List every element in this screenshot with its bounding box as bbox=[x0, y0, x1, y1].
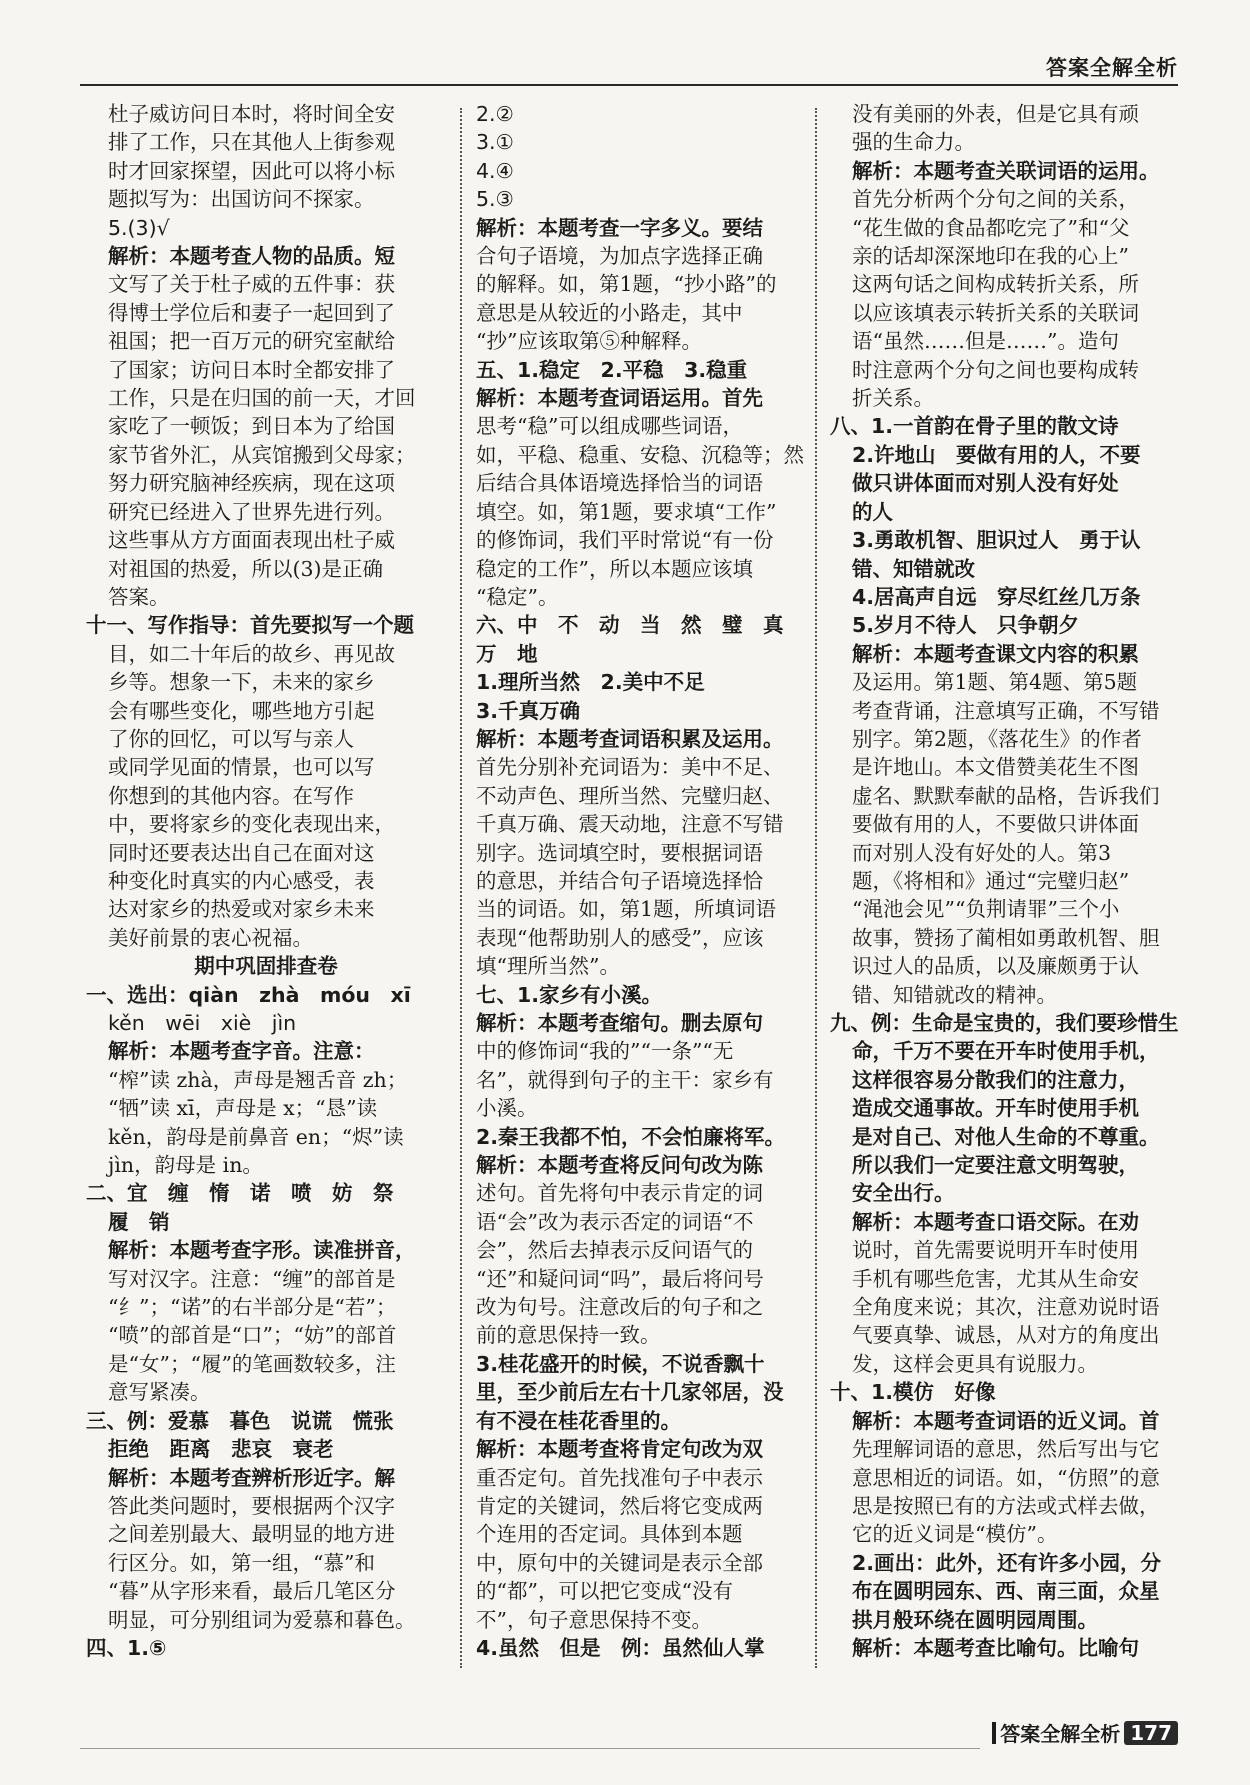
text-line: 解析：本题考查词语积累及运用。 bbox=[476, 726, 784, 751]
text-line: “渑池会见”“负荆请罪”三个小 bbox=[852, 897, 1120, 922]
running-header: 答案全解全析 bbox=[1046, 56, 1178, 80]
text-line: 解析：本题考查人物的品质。短 bbox=[108, 244, 395, 269]
text-line: 答此类问题时，要根据两个汉字 bbox=[108, 1493, 395, 1518]
text-line: 对祖国的热爱，所以(3)是正确 bbox=[108, 556, 384, 581]
text-line: 五、1.稳定 2.平稳 3.稳重 bbox=[476, 357, 748, 382]
text-line: 2.秦王我都不怕，不会怕廉将军。 bbox=[476, 1124, 786, 1149]
text-line: 明显，可分别组词为爱慕和暮色。 bbox=[108, 1607, 416, 1632]
text-line: 四、1.⑤ bbox=[86, 1635, 167, 1660]
text-line: 先理解词语的意思，然后写出与它 bbox=[852, 1437, 1160, 1462]
text-line: 六、中 不 动 当 然 璧 真 bbox=[476, 613, 784, 638]
text-line: 解析：本题考查关联词语的运用。 bbox=[852, 158, 1160, 183]
text-line: 首先分别补充词语为：美中不足、 bbox=[476, 755, 784, 780]
text-line: 三、例：爱慕 暮色 说谎 慌张 bbox=[86, 1408, 394, 1433]
text-line: 名”，就得到句子的主干：家乡有 bbox=[476, 1067, 774, 1092]
text-line: 前的意思保持一致。 bbox=[476, 1323, 661, 1348]
text-line: 考查背诵，注意填写正确，不写错 bbox=[852, 698, 1160, 723]
text-line: 千真万确、震天动地，注意不写错 bbox=[476, 812, 784, 837]
text-line: 说时，首先需要说明开车时使用 bbox=[852, 1238, 1139, 1263]
column-right bbox=[830, 100, 1180, 1690]
text-line: 及运用。第1题、第4题、第5题 bbox=[852, 670, 1138, 695]
text-line: 之间差别最大、最明显的地方进 bbox=[108, 1522, 395, 1547]
text-line: 是“女”；“履”的笔画数较多，注 bbox=[108, 1351, 396, 1376]
text-line: “暮”从字形来看，最后几笔区分 bbox=[108, 1579, 396, 1604]
text-line: 不”，句子意思保持不变。 bbox=[476, 1607, 712, 1632]
text-line: 里，至少前后左右十几家邻居，没 bbox=[476, 1380, 784, 1405]
text-line: 首先分析两个分句之间的关系， bbox=[852, 187, 1139, 212]
text-line: 努力研究脑神经疾病，现在这项 bbox=[108, 471, 395, 496]
text-line: 命，千万不要在开车时使用手机， bbox=[852, 1039, 1160, 1064]
text-line: 时注意两个分句之间也要构成转 bbox=[852, 357, 1139, 382]
text-line: 题拟写为：出国访问不探家。 bbox=[108, 187, 375, 212]
footer-rule bbox=[80, 1748, 980, 1749]
text-line: 5.③ bbox=[476, 187, 514, 212]
text-line: 4.虽然 但是 例：虽然仙人掌 bbox=[476, 1635, 765, 1660]
text-line: 的“都”，可以把它变成“没有 bbox=[476, 1579, 733, 1604]
text-line: 个连用的否定词。具体到本题 bbox=[476, 1522, 743, 1547]
text-line: 合句子语境，为加点字选择正确 bbox=[476, 244, 763, 269]
text-line: 二、宜 缠 惰 诺 喷 妨 祭 bbox=[86, 1181, 394, 1206]
text-line: 十一、写作指导：首先要拟写一个题 bbox=[86, 613, 414, 638]
text-line: 亲的话却深深地印在我的心上” bbox=[852, 244, 1129, 269]
text-line: 思是按照已有的方法或式样去做， bbox=[852, 1493, 1160, 1518]
text-line: 你想到的其他内容。在写作 bbox=[108, 783, 354, 808]
text-line: 中，要将家乡的变化表现出来， bbox=[108, 812, 395, 837]
text-line: 乡等。想象一下，未来的家乡 bbox=[108, 670, 375, 695]
text-line: 别字。第2题，《落花生》的作者 bbox=[852, 726, 1142, 751]
text-line: 没有美丽的外表，但是它具有顽 bbox=[852, 102, 1139, 126]
page-number: 177 bbox=[1124, 1721, 1178, 1745]
text-line: 折关系。 bbox=[852, 386, 934, 411]
text-line: 意写紧凑。 bbox=[108, 1380, 211, 1405]
text-line: 行区分。如，第一组，“慕”和 bbox=[108, 1550, 375, 1575]
text-line: “还”和疑问词“吗”，最后将问号 bbox=[476, 1266, 764, 1291]
text-line: 表现“他帮助别人的感受”，应该 bbox=[476, 925, 764, 950]
text-line: 5.岁月不待人 只争朝夕 bbox=[852, 613, 1080, 638]
text-line: 时才回家探望，因此可以将小标 bbox=[108, 158, 395, 183]
text-line: 填空。如，第1题，要求填“工作” bbox=[476, 499, 777, 524]
text-line: 种变化时真实的内心感受，表 bbox=[108, 868, 375, 893]
text-line: 解析：本题考查口语交际。在劝 bbox=[852, 1209, 1139, 1234]
text-line: 美好前景的衷心祝福。 bbox=[108, 925, 313, 950]
text-line: 有不浸在桂花香里的。 bbox=[476, 1408, 681, 1433]
text-line: 做只讲体面而对别人没有好处 bbox=[852, 471, 1119, 496]
text-line: 七、1.家乡有小溪。 bbox=[476, 982, 663, 1007]
text-line: 拒绝 距离 悲哀 衰老 bbox=[108, 1437, 334, 1462]
text-line: 小溪。 bbox=[476, 1096, 538, 1121]
text-line: 九、例：生命是宝贵的，我们要珍惜生 bbox=[830, 1011, 1179, 1035]
text-line: 稳定的工作”，所以本题应该填 bbox=[476, 556, 753, 581]
text-line: kěn，韵母是前鼻音 en；“烬”读 bbox=[108, 1124, 404, 1149]
text-line: 重否定句。首先找准句子中表示 bbox=[476, 1465, 763, 1490]
text-line: 文写了关于杜子威的五件事：获 bbox=[108, 272, 395, 297]
text-line: 如，平稳、稳重、安稳、沉稳等；然 bbox=[476, 442, 804, 467]
text-line: 错、知错就改 bbox=[852, 556, 975, 581]
text-line: “喷”的部首是“口”；“妨”的部首 bbox=[108, 1323, 397, 1348]
text-line: 会”，然后去掉表示反问语气的 bbox=[476, 1238, 753, 1263]
text-line: 解析：本题考查字音。注意： bbox=[108, 1039, 375, 1064]
text-line: 写对汉字。注意：“缠”的部首是 bbox=[108, 1266, 396, 1291]
text-line: 5.(3)√ bbox=[108, 215, 170, 240]
text-line: “牺”读 xī，声母是 x；“恳”读 bbox=[108, 1096, 378, 1121]
text-line: 祖国；把一百万元的研究室献给 bbox=[108, 329, 395, 354]
text-line: 解析：本题考查课文内容的积累 bbox=[852, 641, 1139, 666]
footer-label: 答案全解全析 bbox=[1000, 1722, 1121, 1746]
text-line: 当的词语。如，第1题，所填词语 bbox=[476, 897, 777, 922]
text-line: 语“会”改为表示否定的词语“不 bbox=[476, 1209, 754, 1234]
text-line: 2.许地山 要做有用的人，不要 bbox=[852, 442, 1141, 467]
column-separator bbox=[460, 108, 462, 1668]
text-line: “稳定”。 bbox=[476, 584, 559, 609]
text-line: 1.理所当然 2.美中不足 bbox=[476, 670, 705, 695]
text-line: 得博士学位后和妻子一起回到了 bbox=[108, 300, 395, 325]
column-left bbox=[86, 100, 446, 1690]
text-line: 错、知错就改的精神。 bbox=[852, 982, 1057, 1007]
text-line: 的解释。如，第1题，“抄小路”的 bbox=[476, 272, 777, 297]
text-line: 答案。 bbox=[108, 584, 170, 609]
text-line: 强的生命力。 bbox=[852, 130, 975, 155]
text-line: 所以我们一定要注意文明驾驶， bbox=[852, 1153, 1139, 1178]
text-line: 题，《将相和》通过“完璧归赵” bbox=[852, 868, 1130, 893]
text-line: 十、1.模仿 好像 bbox=[830, 1380, 996, 1405]
text-line: 3.千真万确 bbox=[476, 698, 581, 723]
text-line: 工作，只是在归国的前一天，才回 bbox=[108, 386, 416, 411]
text-line: 目，如二十年后的故乡、再见故 bbox=[108, 641, 395, 666]
text-line: 发，这样会更具有说服力。 bbox=[852, 1351, 1098, 1376]
text-line: 中，原句中的关键词是表示全部 bbox=[476, 1550, 763, 1575]
text-line: 的修饰词，我们平时常说“有一份 bbox=[476, 528, 774, 553]
column-middle bbox=[476, 100, 819, 1690]
text-line: 思考“稳”可以组成哪些词语， bbox=[476, 414, 743, 439]
text-line: 识过人的品质，以及廉颇勇于认 bbox=[852, 954, 1139, 979]
text-line: 故事，赞扬了蔺相如勇敢机智、胆 bbox=[852, 925, 1160, 950]
text-line: 肯定的关键词，然后将它变成两 bbox=[476, 1493, 763, 1518]
text-line: 履 销 bbox=[108, 1209, 170, 1234]
text-line: 解析：本题考查将反问句改为陈 bbox=[476, 1153, 763, 1178]
text-line: 3.勇敢机智、胆识过人 勇于认 bbox=[852, 528, 1141, 553]
text-line: 解析：本题考查辨析形近字。解 bbox=[108, 1465, 395, 1490]
text-line: 意思是从较近的小路走，其中 bbox=[476, 300, 743, 325]
text-line: 语“虽然……但是……”。造句 bbox=[852, 329, 1119, 354]
text-line: 解析：本题考查词语的近义词。首 bbox=[852, 1408, 1160, 1433]
text-line: 安全出行。 bbox=[852, 1181, 955, 1206]
text-line: 改为句号。注意改后的句子和之 bbox=[476, 1295, 763, 1320]
text-line: 4.居高声自远 穿尽红丝几万条 bbox=[852, 584, 1141, 609]
text-line: 4.④ bbox=[476, 158, 514, 183]
text-line: 会有哪些变化，哪些地方引起 bbox=[108, 698, 375, 723]
column-separator bbox=[815, 108, 817, 1668]
text-line: 造成交通事故。开车时使用手机 bbox=[852, 1096, 1139, 1121]
text-line: 而对别人没有好处的人。第3 bbox=[852, 840, 1112, 865]
text-line: 达对家乡的热爱或对家乡未来 bbox=[108, 897, 375, 922]
text-line: 解析：本题考查将肯定句改为双 bbox=[476, 1437, 763, 1462]
text-line: 后结合具体语境选择恰当的词语 bbox=[476, 471, 763, 496]
text-line: 别字。选词填空时，要根据词语 bbox=[476, 840, 763, 865]
text-line: 同时还要表达出自己在面对这 bbox=[108, 840, 375, 865]
text-line: “榨”读 zhà，声母是翘舌音 zh； bbox=[108, 1067, 408, 1092]
text-line: 布在圆明园东、西、南三面，众星 bbox=[852, 1579, 1160, 1604]
text-line: 解析：本题考查缩句。删去原句 bbox=[476, 1011, 763, 1035]
text-line: 的人 bbox=[852, 499, 893, 524]
page-footer bbox=[992, 1718, 1178, 1747]
text-line: 意思相近的词语。如，“仿照”的意 bbox=[852, 1465, 1160, 1490]
text-line: 以应该填表示转折关系的关联词 bbox=[852, 300, 1139, 325]
text-line: 是许地山。本文借赞美花生不图 bbox=[852, 755, 1139, 780]
text-line: “抄”应该取第⑤种解释。 bbox=[476, 329, 702, 354]
text-line: 一、选出：qiàn zhà móu xī bbox=[86, 982, 411, 1007]
text-line: 不动声色、理所当然、完璧归赵、 bbox=[476, 783, 784, 808]
header-rule bbox=[80, 84, 1178, 86]
text-line: 气要真挚、诚恳，从对方的角度出 bbox=[852, 1323, 1160, 1348]
text-line: 这两句话之间构成转折关系，所 bbox=[852, 272, 1139, 297]
text-line: 家吃了一顿饭；到日本为了给国 bbox=[108, 414, 395, 439]
text-line: “花生做的食品都吃完了”和“父 bbox=[852, 215, 1130, 240]
text-line: 述句。首先将句中表示肯定的词 bbox=[476, 1181, 763, 1206]
text-line: 3.桂花盛开的时候，不说香飘十 bbox=[476, 1351, 765, 1376]
text-line: 杜子威访问日本时，将时间全安 bbox=[108, 102, 395, 126]
text-line: 排了工作，只在其他人上街参观 bbox=[108, 130, 395, 155]
text-line: 是对自己、对他人生命的不尊重。 bbox=[852, 1124, 1160, 1149]
text-line: 解析：本题考查字形。读准拼音， bbox=[108, 1238, 416, 1263]
text-line: 这些事从方方面面表现出杜子威 bbox=[108, 528, 395, 553]
text-line: jìn，韵母是 in。 bbox=[108, 1153, 263, 1178]
text-line: 全角度来说；其次，注意劝说时语 bbox=[852, 1295, 1160, 1320]
text-line: 2.画出：此外，还有许多小园，分 bbox=[852, 1550, 1162, 1575]
text-line: 解析：本题考查词语运用。首先 bbox=[476, 386, 763, 411]
text-line: 了国家；访问日本时全都安排了 bbox=[108, 357, 395, 382]
text-line: 手机有哪些危害，尤其从生命安 bbox=[852, 1266, 1139, 1291]
text-line: 虚名、默默奉献的品格，告诉我们 bbox=[852, 783, 1160, 808]
text-line: 它的近义词是“模仿”。 bbox=[852, 1522, 1058, 1547]
text-line: 家节省外汇，从宾馆搬到父母家； bbox=[108, 442, 416, 467]
text-line: 的意思，并结合句子语境选择恰 bbox=[476, 868, 763, 893]
text-line: 万 地 bbox=[476, 641, 538, 666]
text-line: 了你的回忆，可以写与亲人 bbox=[108, 726, 354, 751]
text-line: 八、1.一首韵在骨子里的散文诗 bbox=[830, 414, 1119, 439]
text-line: 这样很容易分散我们的注意力， bbox=[852, 1067, 1139, 1092]
text-line: 3.① bbox=[476, 130, 514, 155]
text-line: 研究已经进入了世界先进行列。 bbox=[108, 499, 395, 524]
text-line: kěn wēi xiè jìn bbox=[108, 1011, 297, 1035]
text-line: 填“理所当然”。 bbox=[476, 954, 620, 979]
text-line: 或同学见面的情景，也可以写 bbox=[108, 755, 375, 780]
text-line: 期中巩固排查卷 bbox=[194, 954, 338, 979]
text-line: 2.② bbox=[476, 102, 514, 126]
text-line: “纟”；“诺”的右半部分是“若”； bbox=[108, 1295, 397, 1320]
text-line: 中的修饰词“我的”“一条”“无 bbox=[476, 1039, 734, 1064]
footer-bar bbox=[992, 1722, 996, 1744]
text-line: 要做有用的人，不要做只讲体面 bbox=[852, 812, 1139, 837]
text-line: 拱月般环绕在圆明园周围。 bbox=[852, 1607, 1098, 1632]
text-line: 解析：本题考查比喻句。比喻句 bbox=[852, 1635, 1139, 1660]
text-line: 解析：本题考查一字多义。要结 bbox=[476, 215, 763, 240]
